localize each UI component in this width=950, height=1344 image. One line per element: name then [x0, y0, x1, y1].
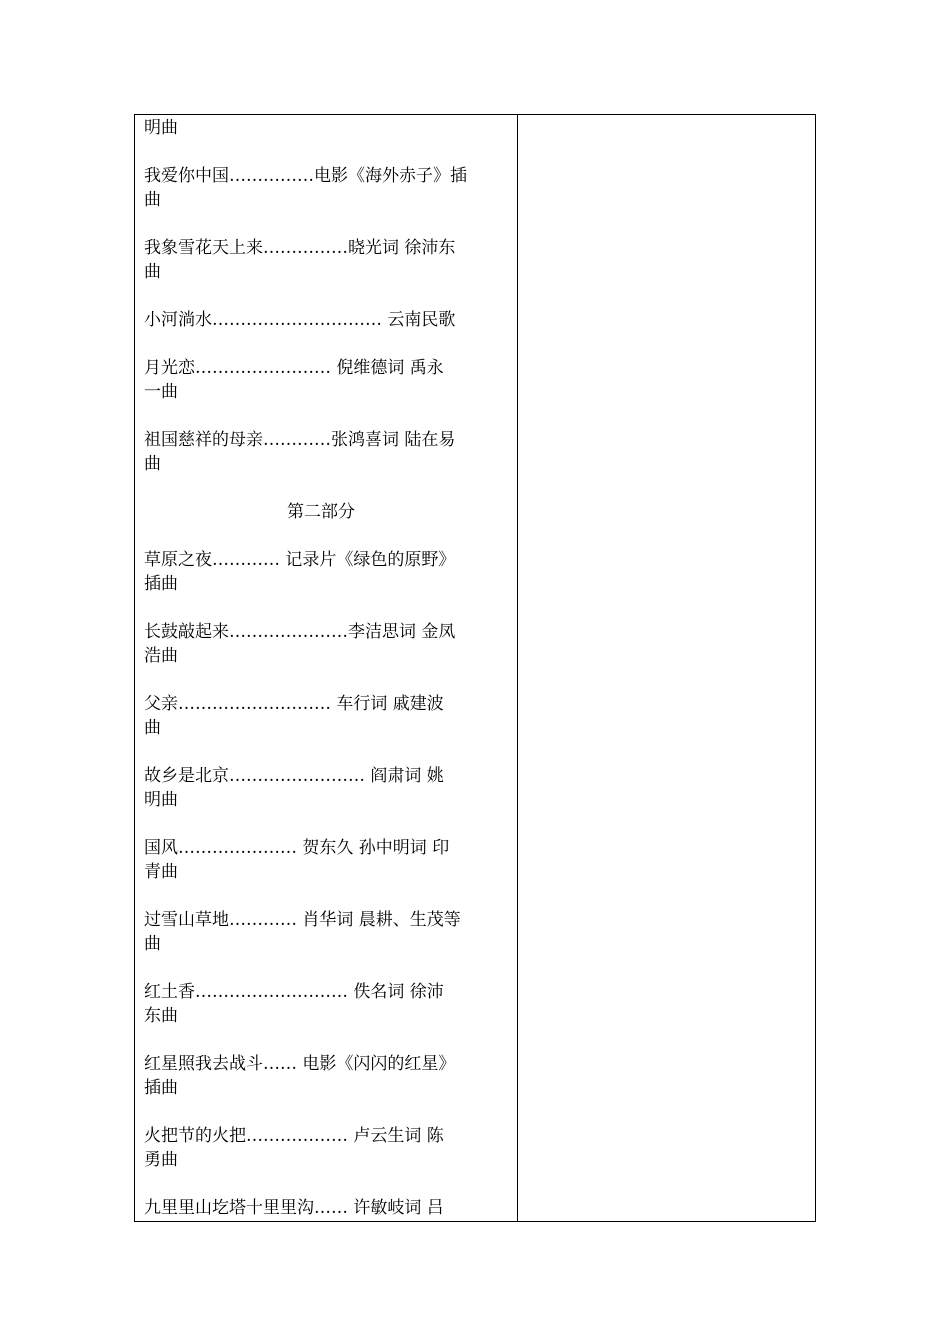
song-line: 曲 — [144, 718, 161, 738]
song-line: 月光恋…………………… 倪维德词 禹永 — [144, 358, 444, 378]
song-line: 明曲 — [144, 118, 178, 138]
song-line: 插曲 — [144, 574, 178, 594]
song-line: 青曲 — [144, 862, 178, 882]
song-line: 曲 — [144, 190, 161, 210]
document-table — [134, 114, 816, 1222]
song-line: 一曲 — [144, 382, 178, 402]
song-line: 过雪山草地………… 肖华词 晨耕、生茂等 — [144, 910, 461, 930]
song-line: 长鼓敲起来…………………李洁思词 金凤 — [144, 622, 456, 642]
song-line: 勇曲 — [144, 1150, 178, 1170]
song-line: 红土香……………………… 佚名词 徐沛 — [144, 982, 444, 1002]
song-line: 我爱你中国……………电影《海外赤子》插 — [144, 166, 467, 186]
song-line: 浩曲 — [144, 646, 178, 666]
song-line: 火把节的火把……………… 卢云生词 陈 — [144, 1126, 444, 1146]
empty-right-cell — [518, 115, 815, 1221]
song-line: 故乡是北京…………………… 阎肃词 姚 — [144, 766, 444, 786]
song-line: 插曲 — [144, 1078, 178, 1098]
song-line: 小河淌水………………………… 云南民歌 — [144, 310, 456, 330]
song-line: 曲 — [144, 934, 161, 954]
song-line: 父亲……………………… 车行词 戚建波 — [144, 694, 444, 714]
song-line: 红星照我去战斗…… 电影《闪闪的红星》 — [144, 1054, 456, 1074]
song-line: 我象雪花天上来……………晓光词 徐沛东 — [144, 238, 456, 258]
song-line: 曲 — [144, 454, 161, 474]
song-line: 草原之夜………… 记录片《绿色的原野》 — [144, 550, 456, 570]
song-line: 明曲 — [144, 790, 178, 810]
song-line: 曲 — [144, 262, 161, 282]
song-line: 祖国慈祥的母亲…………张鸿喜词 陆在易 — [144, 430, 456, 450]
song-line: 国风………………… 贺东久 孙中明词 印 — [144, 838, 450, 858]
section-heading: 第二部分 — [287, 502, 355, 522]
song-line: 九里里山圪塔十里里沟…… 许敏岐词 吕 — [144, 1198, 444, 1218]
song-list-cell — [144, 115, 510, 1221]
song-line: 东曲 — [144, 1006, 178, 1026]
